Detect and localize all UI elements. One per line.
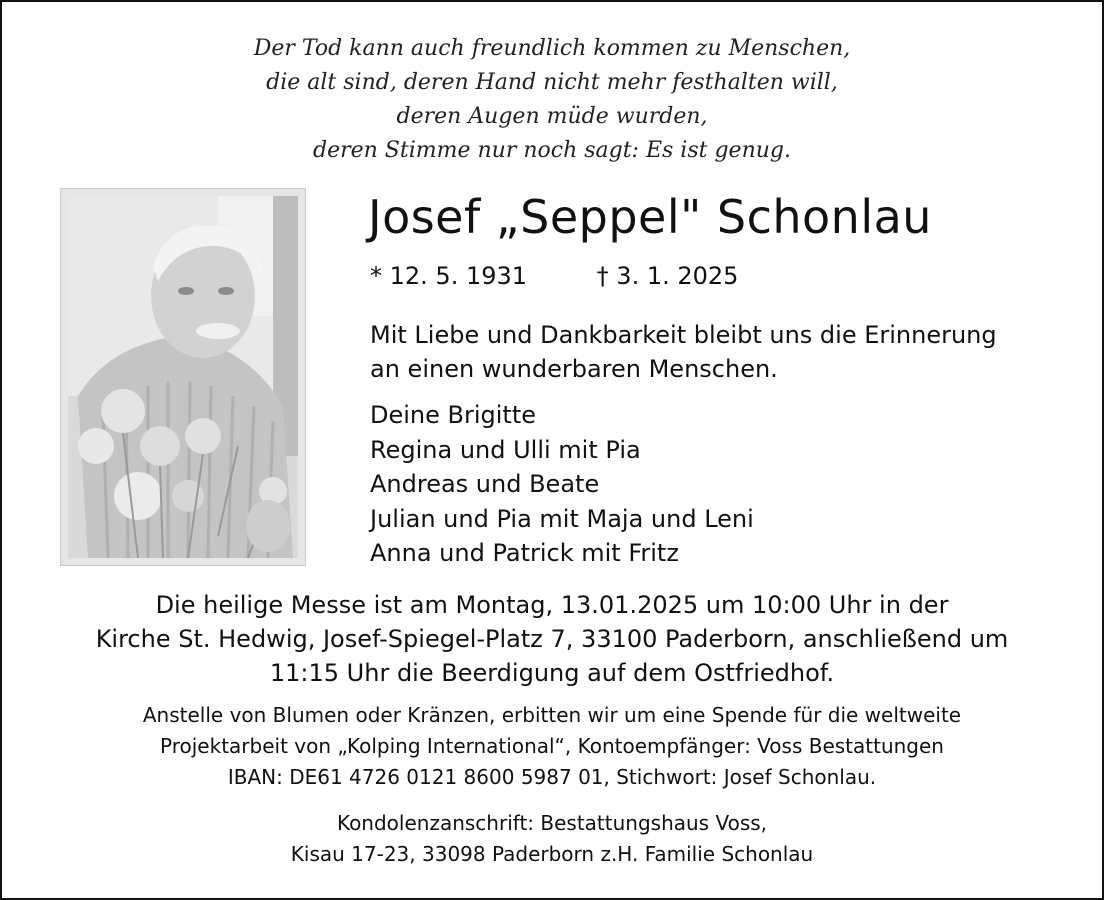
- family-member: Andreas und Beate: [370, 470, 600, 498]
- family-member: Julian und Pia mit Maja und Leni: [370, 504, 754, 533]
- poem-line-4: deren Stimme nur noch sagt: Es ist genug.: [313, 138, 791, 163]
- birth-date: * 12. 5. 1931: [370, 262, 528, 290]
- family-member: Regina und Ulli mit Pia: [370, 435, 641, 464]
- condolence-line-1: Kondolenzanschrift: Bestattungshaus Voss,: [336, 811, 768, 835]
- condolence-address: [2, 808, 1102, 870]
- donation-line-1: Anstelle von Blumen oder Kränzen, erbitten wir um eine Spende für die weltweite: [142, 703, 962, 727]
- poem-line-1: Der Tod kann auch freundlich kommen zu Menschen,: [253, 36, 851, 61]
- mass-line-3: 11:15 Uhr die Beerdigung auf dem Ostfriedhof.: [269, 659, 835, 687]
- mass-announcement: [2, 588, 1102, 690]
- tribute-line-1: Mit Liebe und Dankbarkeit bleibt uns die Erinnerung: [370, 321, 997, 349]
- portrait-photo: [60, 188, 306, 566]
- family-member: Deine Brigitte: [370, 401, 537, 429]
- portrait-image: [68, 196, 298, 558]
- life-dates: [370, 262, 738, 290]
- mass-line-1: Die heilige Messe ist am Montag, 13.01.2025 um 10:00 Uhr in der: [155, 591, 949, 619]
- poem-line-2: die alt sind, deren Hand nicht mehr festhalten will,: [266, 70, 838, 95]
- condolence-line-2: Kisau 17-23, 33098 Paderborn z.H. Familie Schonlau: [290, 842, 814, 866]
- poem-line-3: deren Augen müde wurden,: [396, 104, 708, 129]
- poem: [2, 32, 1102, 168]
- donation-request: [2, 700, 1102, 793]
- tribute-text: [370, 318, 997, 386]
- death-date: † 3. 1. 2025: [596, 262, 739, 290]
- tribute-line-2: an einen wunderbaren Menschen.: [370, 355, 778, 383]
- donation-line-3: IBAN: DE61 4726 0121 8600 5987 01, Stichwort: Josef Schonlau.: [227, 765, 877, 789]
- family-member: Anna und Patrick mit Fritz: [370, 539, 679, 567]
- deceased-name: Josef „Seppel" Schonlau: [368, 190, 932, 244]
- donation-line-2: Projektarbeit von „Kolping International“, Kontoempfänger: Voss Bestattungen: [160, 734, 944, 758]
- family-list: [370, 398, 754, 571]
- mass-line-2: Kirche St. Hedwig, Josef-Spiegel-Platz 7, 33100 Paderborn, anschließend um: [95, 625, 1009, 653]
